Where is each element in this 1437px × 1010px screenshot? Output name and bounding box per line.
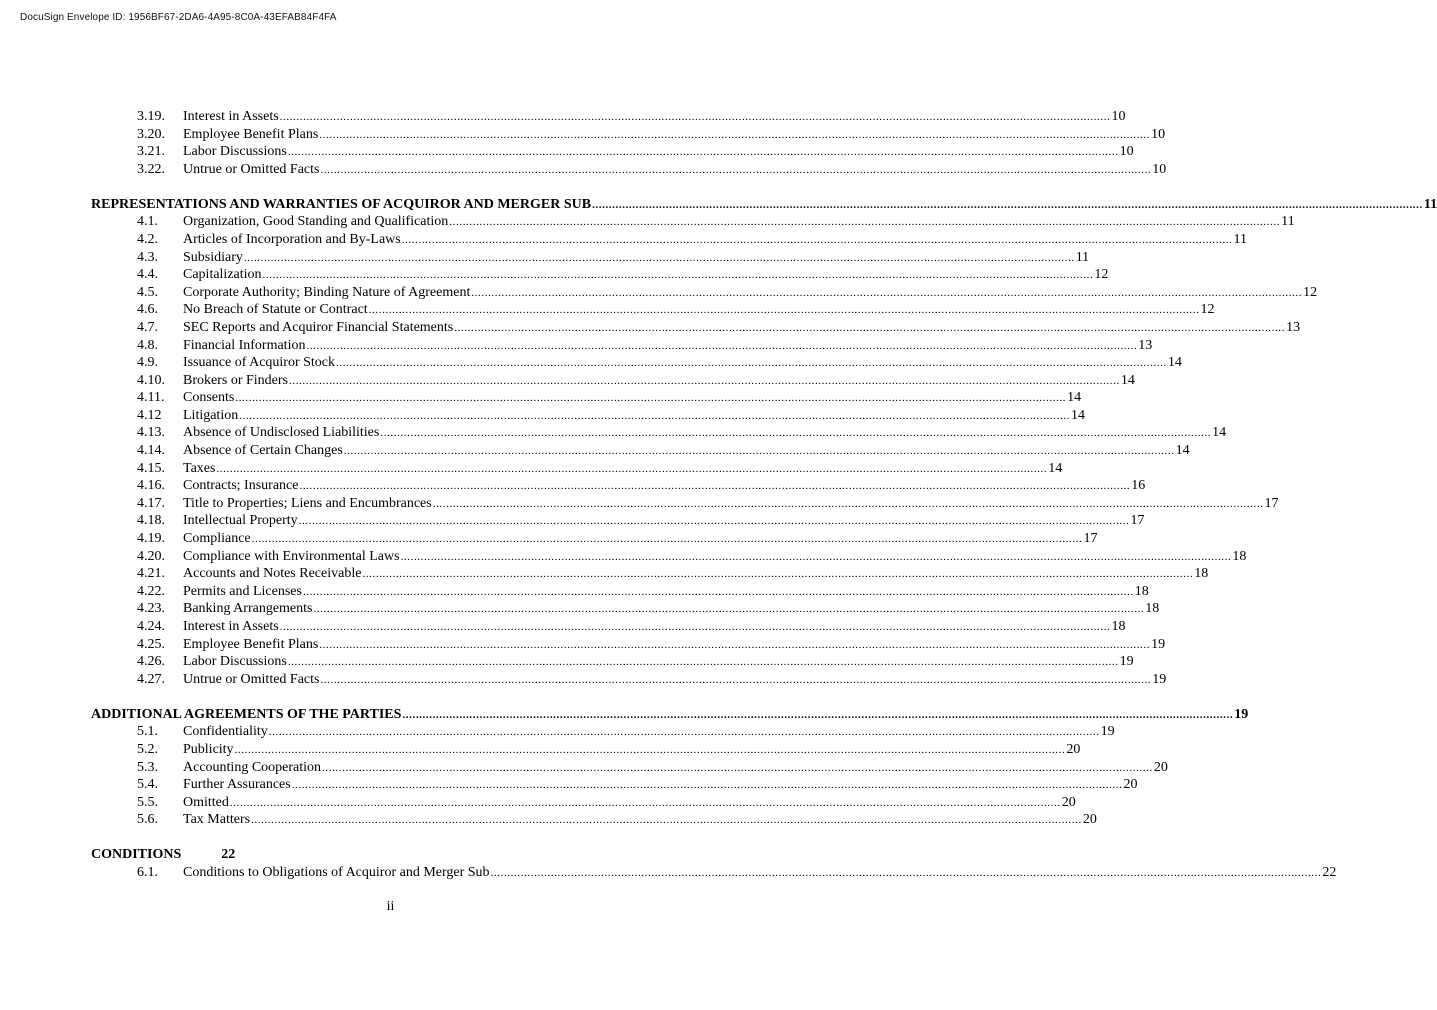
toc-entry-title: Employee Benefit Plans [183, 126, 319, 142]
toc-page-number: 20 [1123, 777, 1138, 793]
toc-page-number: 10 [1152, 161, 1167, 177]
toc-entry-number: 4.5. [137, 284, 158, 300]
toc-entry-title: Labor Discussions [183, 144, 287, 160]
toc-entry [91, 213, 1295, 231]
toc-entry-title: Interest in Assets [183, 619, 279, 635]
toc-page-number: 14 [1120, 372, 1135, 388]
toc-entry [91, 126, 1166, 144]
toc-entry-title: Publicity [183, 741, 234, 757]
dot-leader [320, 162, 1151, 180]
toc-entry-number: 4.17. [137, 495, 165, 511]
dot-leader [313, 601, 1144, 619]
toc-entry-title: Banking Arrangements [183, 601, 313, 617]
docusign-envelope-id: DocuSign Envelope ID: 1956BF67-2DA6-4A95-8C0A-43EFAB84F4FA [20, 12, 337, 23]
toc-entry [91, 671, 1167, 689]
toc-entry [91, 723, 1115, 741]
toc-page-number: 18 [1134, 583, 1149, 599]
toc-entry [91, 231, 1248, 249]
toc-entry-number: 4.9. [137, 355, 158, 371]
section-gap [91, 688, 692, 705]
dot-leader [288, 654, 1119, 672]
dot-leader [336, 355, 1167, 373]
toc-entry-title: Absence of Certain Changes [183, 443, 343, 459]
toc-section-heading [91, 706, 1249, 724]
toc-entry-number: 4.27. [137, 671, 165, 687]
toc-entry-number: 4.7. [137, 319, 158, 335]
toc-entry-title: No Breach of Statute or Contract [183, 302, 368, 318]
toc-page-number: 18 [1111, 619, 1126, 635]
dot-leader [303, 584, 1134, 602]
toc-entry [91, 372, 1135, 390]
toc-entry-number: 4.14. [137, 443, 165, 459]
dot-leader [380, 425, 1211, 443]
toc-entry-number: 4.8. [137, 337, 158, 353]
toc-entry-title: Further Assurances [183, 777, 291, 793]
dot-leader [269, 724, 1100, 742]
toc-entry-title: Corporate Authority; Binding Nature of Agreement [183, 284, 471, 300]
section-gap [91, 829, 692, 846]
dot-leader [299, 513, 1130, 531]
toc-entry-title: Interest in Assets [183, 109, 279, 124]
dot-leader [433, 496, 1264, 514]
toc-page-number: 13 [1286, 319, 1301, 335]
toc-page-number: 20 [1153, 759, 1168, 775]
toc-entry [91, 266, 1109, 284]
dot-leader [230, 795, 1061, 813]
toc-entry-title: Brokers or Finders [183, 372, 288, 388]
toc-entry [91, 477, 1146, 495]
toc-entry-number: 4.18. [137, 513, 165, 529]
toc-entry-title: Contracts; Insurance [183, 478, 299, 494]
toc-entry-title: Accounting Cooperation [183, 759, 322, 775]
toc-entry-title: Articles of Incorporation and By-Laws [183, 231, 401, 247]
toc-entry-number: 5.4. [137, 777, 158, 793]
toc-entry-title: Financial Information [183, 337, 306, 353]
toc-entry [91, 407, 1086, 425]
toc-heading-title: ADDITIONAL AGREEMENTS OF THE PARTIES [91, 706, 402, 722]
toc-entry [91, 583, 1149, 601]
toc-entry [91, 794, 1076, 812]
toc-heading-title: CONDITIONS [91, 847, 182, 863]
toc-page-number: 17 [1264, 495, 1279, 511]
toc-entry [91, 424, 1227, 442]
toc-entry-number: 4.19. [137, 531, 165, 547]
toc-entry [91, 354, 1182, 372]
dot-leader [320, 672, 1151, 690]
toc-entry-title: Conditions to Obligations of Acquiror and Merger Sub [183, 864, 490, 880]
toc-entry [91, 653, 1134, 671]
toc-page-number: 19 [1152, 671, 1167, 687]
toc-entry-title: Title to Properties; Liens and Encumbrances [183, 495, 432, 511]
toc-entry-number: 3.22. [137, 161, 165, 177]
dot-leader [471, 285, 1302, 303]
dot-leader [319, 127, 1150, 145]
toc-entry-title: Labor Discussions [183, 654, 287, 670]
dot-leader [292, 777, 1123, 795]
toc-entry-title: Subsidiary [183, 249, 243, 265]
toc-entry [91, 636, 1166, 654]
toc-entry-number: 3.21. [137, 144, 165, 160]
toc-entry [91, 389, 1082, 407]
toc-entry [91, 319, 1301, 337]
dot-leader [244, 250, 1075, 268]
toc-entry [91, 442, 1190, 460]
toc-entry-number: 4.21. [137, 566, 165, 582]
dot-leader [491, 865, 1322, 883]
table-of-contents [91, 108, 1437, 882]
dot-leader [454, 320, 1285, 338]
toc-page-number: 11 [1423, 196, 1437, 212]
toc-entry-number: 4.20. [137, 548, 165, 564]
section-gap [91, 178, 692, 195]
dot-leader [252, 531, 1083, 549]
toc-page-number: 20 [1082, 812, 1097, 828]
toc-entry-number: 4.3. [137, 249, 158, 265]
toc-entry [91, 249, 1090, 267]
toc-page-number: 19 [1100, 724, 1115, 740]
dot-leader [235, 390, 1066, 408]
toc-entry-title: Compliance [183, 531, 251, 547]
dot-leader [288, 144, 1119, 162]
toc-page-number: 10 [1151, 126, 1166, 142]
toc-entry-number: 4.2. [137, 231, 158, 247]
toc-entry-title: Permits and Licenses [183, 583, 302, 599]
toc-entry [91, 143, 1134, 161]
toc-entry-number: 4.25. [137, 636, 165, 652]
toc-page-number: 11 [1075, 249, 1090, 265]
toc-entry-title: Compliance with Environmental Laws [183, 548, 400, 564]
dot-leader [239, 408, 1070, 426]
toc-heading-title: REPRESENTATIONS AND WARRANTIES OF ACQUIROR AND MERGER SUB [91, 196, 592, 212]
toc-page-number: 13 [1138, 337, 1153, 353]
toc-entry-number: 4.12 [137, 407, 162, 423]
toc-page-number: 19 [1234, 706, 1249, 722]
toc-entry-number: 4.23. [137, 601, 165, 617]
toc-page-number: 14 [1048, 460, 1063, 476]
dot-leader [280, 619, 1111, 637]
toc-entry [91, 161, 1167, 179]
toc-page-number: 22 [221, 847, 236, 863]
toc-page-number: 12 [1094, 267, 1109, 283]
toc-page-number: 18 [1232, 548, 1247, 564]
toc-page-number: 11 [1281, 214, 1295, 230]
toc-entry-number: 4.10. [137, 372, 165, 388]
toc-page-number: 20 [1061, 794, 1076, 810]
toc-page-number: 14 [1071, 407, 1086, 423]
dot-leader [251, 812, 1082, 830]
toc-entry [91, 108, 1126, 126]
toc-entry-title: Organization, Good Standing and Qualification [183, 214, 449, 230]
toc-page-number: 18 [1145, 601, 1160, 617]
toc-entry-number: 5.3. [137, 759, 158, 775]
toc-entry-number: 4.15. [137, 460, 165, 476]
toc-entry-number: 4.22. [137, 583, 165, 599]
toc-entry [91, 741, 1081, 759]
toc-entry [91, 600, 1160, 618]
toc-entry-title: Untrue or Omitted Facts [183, 671, 320, 687]
toc-entry-title: Litigation [183, 407, 239, 423]
toc-page-number: 16 [1131, 478, 1146, 494]
toc-page-number: 11 [1233, 231, 1248, 247]
toc-entry-title: SEC Reports and Acquiror Financial Statements [183, 319, 454, 335]
dot-leader [369, 302, 1200, 320]
toc-page-number: 20 [1066, 741, 1081, 757]
dot-leader [235, 742, 1066, 760]
toc-entry [91, 495, 1279, 513]
toc-entry-number: 5.6. [137, 812, 158, 828]
toc-page-number: 14 [1167, 355, 1182, 371]
dot-leader [592, 197, 1423, 215]
toc-entry [91, 460, 1063, 478]
toc-entry-number: 4.11. [137, 390, 165, 406]
toc-section-heading [91, 846, 692, 864]
toc-page-number: 19 [1119, 654, 1134, 670]
toc-page-number: 19 [1151, 636, 1166, 652]
toc-entry [91, 759, 1168, 777]
toc-page-number: 14 [1175, 443, 1190, 459]
toc-entry-number: 4.13. [137, 425, 165, 441]
dot-leader [402, 232, 1233, 250]
toc-entry [91, 512, 1145, 530]
toc-page-number: 10 [1119, 144, 1134, 160]
toc-page-number: 18 [1194, 566, 1209, 582]
dot-leader [289, 373, 1120, 391]
toc-section-heading [91, 196, 1437, 214]
toc-entry [91, 565, 1209, 583]
toc-entry-title: Tax Matters [183, 812, 251, 828]
toc-entry-title: Untrue or Omitted Facts [183, 161, 320, 177]
toc-page-number: 12 [1303, 284, 1318, 300]
toc-entry-number: 5.5. [137, 794, 158, 810]
toc-entry [91, 301, 1215, 319]
toc-entry [91, 337, 1153, 355]
toc-entry-title: Absence of Undisclosed Liabilities [183, 425, 380, 441]
toc-entry [91, 548, 1247, 566]
toc-page-number: 14 [1212, 425, 1227, 441]
toc-entry-title: Confidentiality [183, 724, 268, 740]
toc-page-number: 10 [1111, 109, 1126, 124]
toc-entry-title: Consents [183, 390, 235, 406]
toc-entry [91, 618, 1126, 636]
toc-entry-number: 4.16. [137, 478, 165, 494]
dot-leader [322, 760, 1153, 778]
dot-leader [449, 214, 1280, 232]
toc-entry-title: Accounts and Notes Receivable [183, 566, 362, 582]
toc-entry-title: Intellectual Property [183, 513, 298, 529]
toc-entry-number: 3.20. [137, 126, 165, 142]
dot-leader [263, 267, 1094, 285]
toc-entry-number: 4.6. [137, 302, 158, 318]
toc-entry-number: 6.1. [137, 864, 158, 880]
toc-entry-number: 5.2. [137, 741, 158, 757]
toc-page-number: 17 [1083, 531, 1098, 547]
toc-entry-number: 4.4. [137, 267, 158, 283]
dot-leader [306, 338, 1137, 356]
toc-entry-title: Capitalization [183, 267, 262, 283]
toc-page-number: 14 [1067, 390, 1082, 406]
page-number: ii [386, 899, 395, 914]
dot-leader [402, 707, 1233, 725]
toc-entry [91, 284, 1318, 302]
toc-entry-title: Employee Benefit Plans [183, 636, 319, 652]
toc-page-number: 12 [1200, 302, 1215, 318]
toc-entry [91, 811, 1097, 829]
toc-entry [91, 864, 1337, 882]
toc-entry [91, 776, 1138, 794]
toc-entry-title: Issuance of Acquiror Stock [183, 355, 336, 371]
dot-leader [362, 566, 1193, 584]
dot-leader [401, 549, 1232, 567]
toc-entry-number: 3.19. [137, 109, 165, 124]
toc-entry [91, 530, 1098, 548]
toc-entry-title: Omitted [183, 794, 229, 810]
dot-leader [319, 637, 1150, 655]
toc-entry-number: 4.24. [137, 619, 165, 635]
toc-entry-number: 5.1. [137, 724, 158, 740]
dot-leader [280, 109, 1111, 127]
toc-entry-title: Taxes [183, 460, 216, 476]
toc-entry-number: 4.1. [137, 214, 158, 230]
toc-page-number: 22 [1322, 864, 1337, 880]
dot-leader [344, 443, 1175, 461]
toc-entry-number: 4.26. [137, 654, 165, 670]
toc-page-number: 17 [1130, 513, 1145, 529]
dot-leader [299, 478, 1130, 496]
dot-leader [216, 461, 1047, 479]
